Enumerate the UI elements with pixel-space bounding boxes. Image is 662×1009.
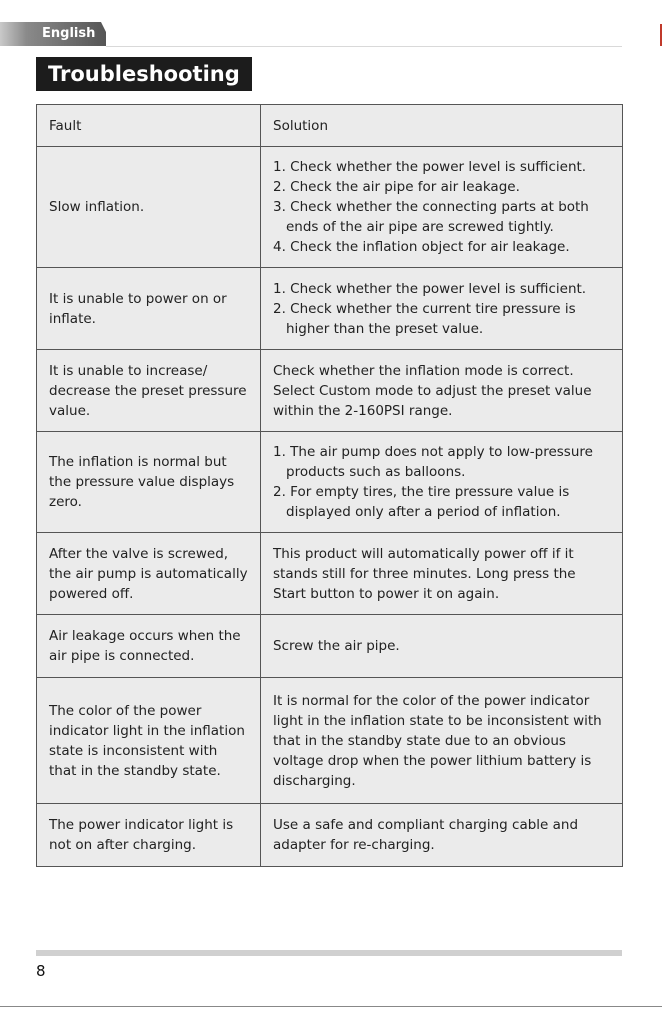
table-row <box>37 804 623 867</box>
table-row <box>37 147 623 268</box>
solution-line: It is normal for the color of the power indicator light in the inflation state to be inconsistent with that in the standby state due to an obvious voltage drop when the power lithium battery is discharging. <box>273 692 602 789</box>
table-row <box>37 432 623 533</box>
solution-cell <box>261 432 623 533</box>
fault-cell: Slow inflation. <box>37 147 261 268</box>
solution-cell <box>261 350 623 432</box>
table-row <box>37 615 623 678</box>
solution-cell <box>261 678 623 804</box>
solution-line: Screw the air pipe. <box>273 638 400 654</box>
solution-line: 4. Check the inflation object for air leakage. <box>273 239 570 255</box>
solution-cell <box>261 268 623 350</box>
fault-cell: It is unable to power on or inflate. <box>37 268 261 350</box>
solution-cell <box>261 147 623 268</box>
solution-line: 2. Check whether the current tire pressure is higher than the preset value. <box>273 300 576 337</box>
header-solution: Solution <box>261 105 623 147</box>
fault-cell: Air leakage occurs when the air pipe is connected. <box>37 615 261 678</box>
solution-line: This product will automatically power off if it stands still for three minutes. Long press the Start button to power it on again. <box>273 545 576 602</box>
troubleshooting-table <box>36 104 623 867</box>
fault-cell: After the valve is screwed, the air pump is automatically powered off. <box>37 533 261 615</box>
header-rule <box>106 46 622 47</box>
footer-bar <box>36 950 622 956</box>
solution-cell <box>261 804 623 867</box>
solution-line: 1. Check whether the power level is sufficient. <box>273 280 587 297</box>
solution-line: 2. Check the air pipe for air leakage. <box>273 179 520 195</box>
table-row <box>37 350 623 432</box>
page-number: 8 <box>36 962 46 980</box>
solution-line: 2. For empty tires, the tire pressure value is displayed only after a period of inflation. <box>273 484 570 520</box>
fault-cell: The power indicator light is not on after charging. <box>37 804 261 867</box>
solution-line: Use a safe and compliant charging cable and adapter for re-charging. <box>273 817 579 853</box>
solution-line: 1. Check whether the power level is sufficient. <box>273 159 587 175</box>
solution-cell <box>261 533 623 615</box>
table-row <box>37 268 623 350</box>
header-fault: Fault <box>37 105 261 147</box>
bottom-rule <box>0 1006 662 1007</box>
page-title: Troubleshooting <box>36 57 252 91</box>
table-row <box>37 678 623 804</box>
language-tab <box>0 22 106 46</box>
fault-cell: It is unable to increase/ decrease the preset pressure value. <box>37 350 261 432</box>
table-header-row <box>37 105 623 147</box>
solution-line: 1. The air pump does not apply to low-pressure products such as balloons. <box>273 444 593 480</box>
language-label: English <box>42 26 96 41</box>
solution-cell <box>261 615 623 678</box>
fault-cell: The color of the power indicator light in the inflation state is inconsistent with that in the standby state. <box>37 678 261 804</box>
solution-line: 3. Check whether the connecting parts at both ends of the air pipe are screwed tightly. <box>273 199 589 235</box>
table-row <box>37 533 623 615</box>
solution-line: Check whether the inflation mode is correct. Select Custom mode to adjust the preset value within the 2-160PSI range. <box>273 362 592 419</box>
fault-cell: The inflation is normal but the pressure value displays zero. <box>37 432 261 533</box>
